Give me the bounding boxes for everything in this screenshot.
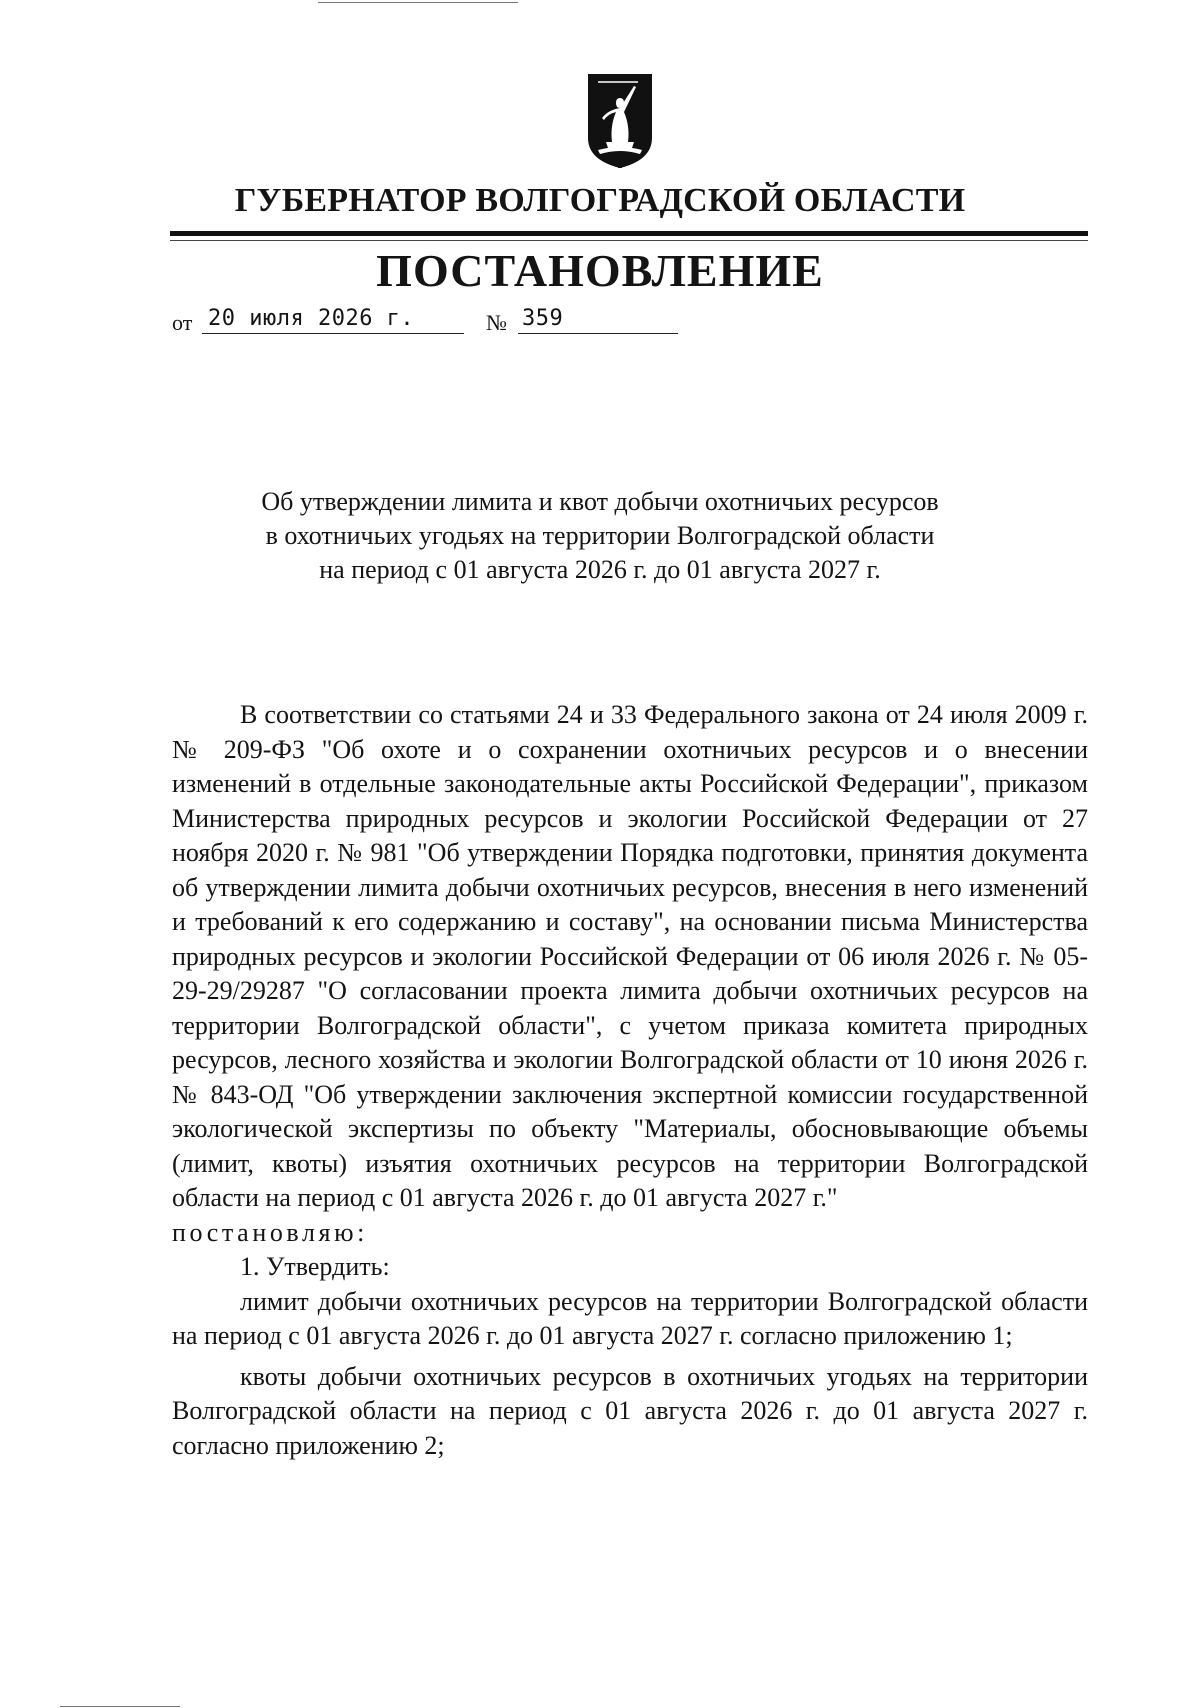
date-prefix: от xyxy=(172,310,193,335)
item-1-quotas: квоты добычи охотничьих ресурсов в охотничьих угодьях на территории Волгоградской области на период с 01 августа 2026 г. до 01 августа 2027 г. согласно приложению 2; xyxy=(172,1361,1088,1460)
organization-title: ГУБЕРНАТОР ВОЛГОГРАДСКОЙ ОБЛАСТИ xyxy=(234,182,966,219)
item-1-limit: лимит добычи охотничьих ресурсов на территории Волгоградской области на период с 01 августа 2026 г. до 01 августа 2027 г. согласно приложению 1; xyxy=(172,1286,1088,1350)
preamble-paragraph: В соответствии со статьями 24 и 33 Федерального закона от 24 июля 2009 г. № 209-ФЗ "Об охоте и о сохранении охотничьих ресурсов и о внесении изменений в отдельные законодательные акты Российской Федерации", приказом Министерства природных ресурсов и экологии Российской Федерации от 27 ноября 2020 г. № 981 "Об утверждении Порядка подготовки, принятия документа об утверждении лимита добычи охотничьих ресурсов, внесения в него изменений и требований к его содержанию и составу", на основании письма Министерства природных ресурсов и экологии Российской Федерации от 06 июля 2026 г. № 05-29-29/29287 "О согласовании проекта лимита добычи охотничьих ресурсов на территории Волгоградской области", с учетом приказа комитета природных ресурсов, лесного хозяйства и экологии Волгоградской области от 10 июня 2026 г. № 843-ОД "Об утверждении заключения экспертной комиссии государственной экологической экспертизы по объекту "Материалы, обосновывающие объемы (лимит, квоты) изъятия охотничьих ресурсов на территории Волгоградской области на период с 01 августа 2026 г. до 01 августа 2027 г." xyxy=(172,700,1088,1212)
document-body xyxy=(172,698,1088,1463)
item-1-title: 1. Утвердить: xyxy=(240,1252,390,1281)
scan-artifact xyxy=(318,2,518,3)
date-underline xyxy=(202,333,464,334)
document-date: 20 июля 2026 г. xyxy=(208,306,415,331)
resolve-word: постановляю: xyxy=(172,1217,368,1247)
number-prefix: № xyxy=(486,310,507,335)
document-number: 359 xyxy=(522,306,564,331)
subject-line: на период с 01 августа 2026 г. до 01 августа 2027 г. xyxy=(319,555,881,584)
header-divider-thin xyxy=(170,240,1088,241)
document-subject xyxy=(160,485,1040,587)
volgograd-coat-of-arms-icon xyxy=(584,68,656,172)
subject-line: в охотничьих угодьях на территории Волгоградской области xyxy=(265,521,935,550)
document-type-heading: ПОСТАНОВЛЕНИЕ xyxy=(376,245,824,296)
subject-line: Об утверждении лимита и квот добычи охотничьих ресурсов xyxy=(261,487,939,516)
header-divider-thick xyxy=(170,231,1088,236)
scan-artifact xyxy=(60,1706,180,1707)
number-underline xyxy=(518,333,678,334)
date-number-line xyxy=(172,306,692,340)
